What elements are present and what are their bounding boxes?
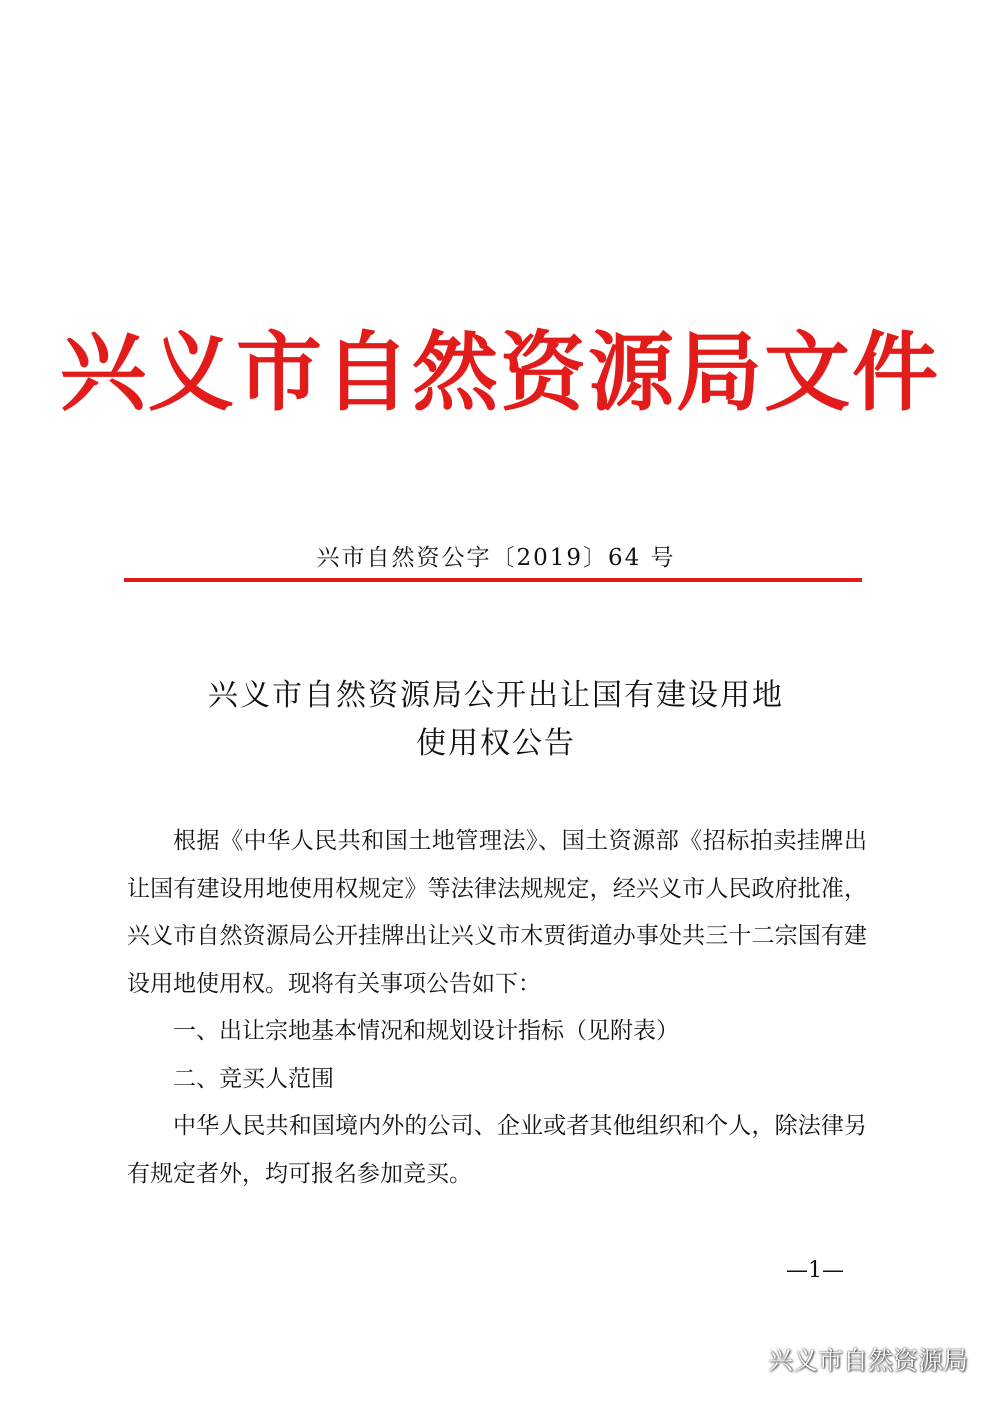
announcement-body xyxy=(127,818,867,1198)
title-line-2: 使用权公告 xyxy=(416,726,576,761)
page-number: —1— xyxy=(786,1258,844,1283)
body-paragraph-intro: 根据《中华人民共和国土地管理法》、国土资源部《招标拍卖挂牌出让国有建设用地使用权规定》等法律法规规定，经兴义市人民政府批准，兴义市自然资源局公开挂牌出让兴义市木贾街道办事处共三十二宗国有建设用地使用权。现将有关事项公告如下： xyxy=(127,828,867,997)
body-paragraph-bidders: 中华人民共和国境内外的公司、企业或者其他组织和个人，除法律另有规定者外，均可报名参加竞买。 xyxy=(127,1113,867,1187)
title-line-1: 兴义市自然资源局公开出让国有建设用地 xyxy=(208,678,784,713)
body-section-2-heading: 二、竞买人范围 xyxy=(173,1065,334,1092)
wechat-icon xyxy=(734,1346,762,1372)
body-section-1-heading: 一、出让宗地基本情况和规划设计指标（见附表） xyxy=(173,1018,679,1044)
document-masthead: 兴义市自然资源局文件 xyxy=(60,323,940,423)
announcement-title xyxy=(100,672,892,768)
wechat-watermark xyxy=(734,1341,974,1377)
watermark-text: 兴义市自然资源局 xyxy=(768,1346,969,1375)
document-number: 兴市自然资公字〔2019〕64 号 xyxy=(316,545,676,571)
red-divider-line xyxy=(124,578,862,582)
